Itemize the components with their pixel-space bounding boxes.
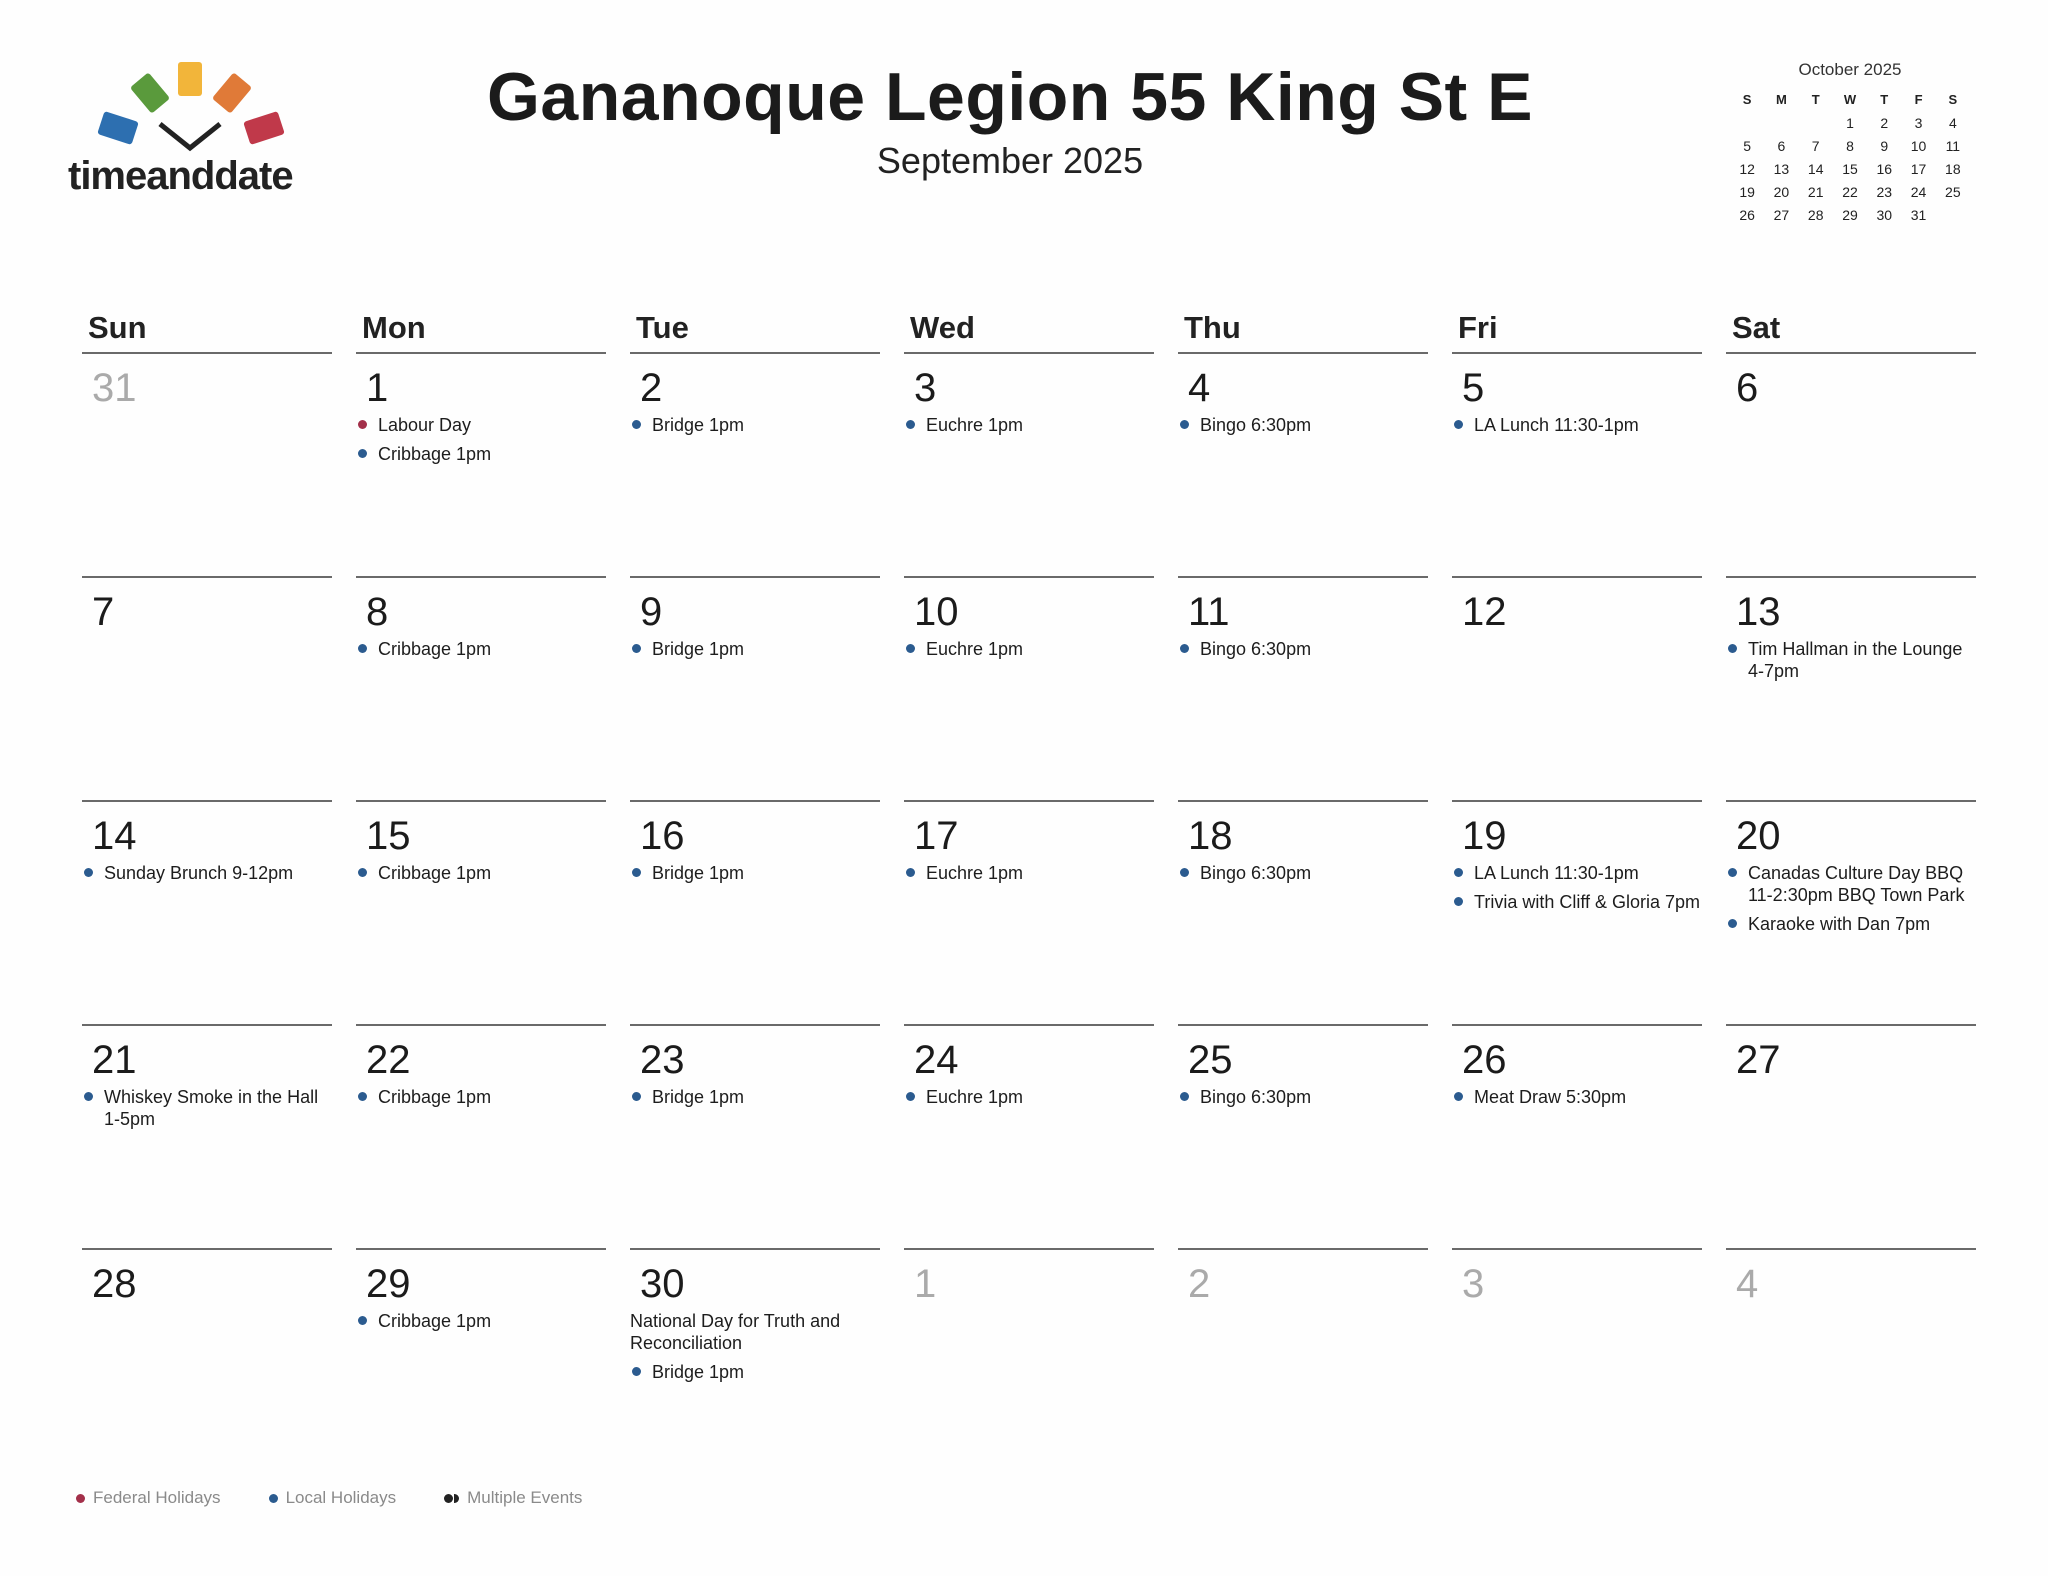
mini-date: 26 <box>1739 206 1755 223</box>
day-number: 23 <box>640 1038 685 1082</box>
calendar-event <box>630 1310 880 1354</box>
day-events <box>630 862 880 891</box>
day-events <box>904 862 1154 891</box>
mini-date: 17 <box>1910 160 1927 177</box>
day-divider <box>904 1248 1154 1250</box>
day-number: 8 <box>366 590 389 634</box>
mini-date: 7 <box>1811 137 1820 154</box>
calendar-event <box>1178 1086 1428 1108</box>
calendar-event <box>356 1310 606 1332</box>
day-number: 21 <box>92 1038 137 1082</box>
federal-dot-icon <box>76 1494 85 1503</box>
day-events <box>356 638 606 667</box>
mini-date: 25 <box>1945 183 1961 200</box>
day-number: 2 <box>1188 1262 1211 1306</box>
day-events <box>1178 638 1428 667</box>
calendar-event <box>904 862 1154 884</box>
event-text: Euchre 1pm <box>926 863 1024 883</box>
local-event-dot-icon <box>1728 644 1737 653</box>
local-event-dot-icon <box>1180 868 1189 877</box>
day-events <box>1452 414 1702 443</box>
event-text: National Day for Truth and Reconciliation <box>630 1311 841 1353</box>
calendar-event <box>904 638 1154 660</box>
local-event-dot-icon <box>1454 1092 1463 1101</box>
calendar-event <box>630 414 880 436</box>
day-number: 9 <box>640 590 663 634</box>
mini-date: 18 <box>1945 160 1961 177</box>
calendar-event <box>904 414 1154 436</box>
event-text: Bridge 1pm <box>652 863 745 883</box>
weekday-header-sun: Sun <box>88 310 147 345</box>
day-number: 1 <box>366 366 389 410</box>
day-number: 10 <box>914 590 959 634</box>
local-event-dot-icon <box>84 1092 93 1101</box>
calendar-event <box>356 1086 606 1108</box>
mini-date <box>1730 111 1764 134</box>
mini-date: 3 <box>1914 114 1923 131</box>
day-number: 28 <box>92 1262 137 1306</box>
legend <box>76 1488 582 1508</box>
local-event-dot-icon <box>358 1316 367 1325</box>
day-number: 31 <box>92 366 137 410</box>
mini-weekday: W <box>1843 92 1857 107</box>
day-number: 2 <box>640 366 663 410</box>
day-divider <box>630 352 880 354</box>
day-events <box>82 1086 332 1137</box>
day-divider <box>1178 576 1428 578</box>
legend-multiple-label: Multiple Events <box>467 1488 583 1507</box>
day-divider <box>82 352 332 354</box>
mini-date: 14 <box>1807 160 1824 177</box>
event-text: Euchre 1pm <box>926 639 1024 659</box>
event-text: Cribbage 1pm <box>378 444 492 464</box>
day-divider <box>356 1024 606 1026</box>
federal-holiday-dot-icon <box>358 420 367 429</box>
event-text: Sunday Brunch 9-12pm <box>104 863 294 883</box>
mini-date: 10 <box>1910 137 1927 154</box>
mini-date: 21 <box>1807 183 1824 200</box>
day-divider <box>1452 800 1702 802</box>
day-number: 30 <box>640 1262 685 1306</box>
mini-date: 28 <box>1807 206 1824 223</box>
day-divider <box>82 800 332 802</box>
day-divider <box>1726 352 1976 354</box>
logo-text: timeanddate <box>68 154 293 198</box>
local-event-dot-icon <box>358 644 367 653</box>
legend-federal-label: Federal Holidays <box>93 1488 221 1507</box>
calendar-event <box>630 638 880 660</box>
weekday-header-sat: Sat <box>1732 310 1781 345</box>
mini-weekday: T <box>1811 92 1820 107</box>
local-event-dot-icon <box>358 868 367 877</box>
mini-date: 15 <box>1842 160 1858 177</box>
day-divider <box>1178 1024 1428 1026</box>
mini-date: 13 <box>1773 160 1790 177</box>
local-event-dot-icon <box>1454 868 1463 877</box>
weekday-header-wed: Wed <box>910 310 975 345</box>
day-events <box>630 414 880 443</box>
timeanddate-logo <box>60 50 320 210</box>
day-divider <box>1726 1248 1976 1250</box>
calendar-event <box>1726 638 1976 682</box>
mini-calendar-table <box>1730 88 1970 226</box>
page-subtitle: September 2025 <box>876 140 1144 181</box>
day-events <box>356 862 606 891</box>
event-text: LA Lunch 11:30-1pm <box>1474 415 1639 435</box>
day-divider <box>630 576 880 578</box>
local-event-dot-icon <box>1180 420 1189 429</box>
day-number: 3 <box>1462 1262 1485 1306</box>
mini-date: 23 <box>1876 183 1893 200</box>
mini-date: 19 <box>1739 183 1755 200</box>
calendar-event <box>1178 414 1428 436</box>
day-events <box>356 414 606 472</box>
local-event-dot-icon <box>632 1092 641 1101</box>
mini-date: 31 <box>1910 206 1927 223</box>
legend-federal <box>76 1488 221 1508</box>
day-divider <box>356 1248 606 1250</box>
event-text: Bridge 1pm <box>652 639 745 659</box>
event-text: Whiskey Smoke in the Hall 1-5pm <box>104 1087 319 1129</box>
day-divider <box>1178 352 1428 354</box>
event-text: Bridge 1pm <box>652 1087 745 1107</box>
local-event-dot-icon <box>358 1092 367 1101</box>
event-text: Cribbage 1pm <box>378 639 492 659</box>
day-divider <box>82 576 332 578</box>
calendar-event <box>1452 891 1702 913</box>
event-text: Cribbage 1pm <box>378 863 492 883</box>
event-text: Euchre 1pm <box>926 1087 1024 1107</box>
day-divider <box>1726 800 1976 802</box>
event-text: Bridge 1pm <box>652 1362 745 1382</box>
mini-date: 30 <box>1876 206 1893 223</box>
mini-date <box>1936 203 1970 226</box>
day-number: 15 <box>366 814 411 858</box>
mini-date: 22 <box>1842 183 1858 200</box>
mini-weekday: S <box>1948 92 1958 107</box>
legend-local-label: Local Holidays <box>285 1488 397 1507</box>
day-divider <box>904 800 1154 802</box>
day-events <box>630 1086 880 1115</box>
day-divider <box>1178 800 1428 802</box>
event-text: Bingo 6:30pm <box>1200 415 1312 435</box>
page-title: Gananoque Legion 55 King St E <box>487 59 1533 135</box>
day-events <box>1178 414 1428 443</box>
day-number: 16 <box>640 814 685 858</box>
calendar-event <box>1178 862 1428 884</box>
mini-date: 12 <box>1739 160 1755 177</box>
day-number: 14 <box>92 814 137 858</box>
mini-weekday: S <box>1742 92 1752 107</box>
day-divider <box>904 352 1154 354</box>
local-event-dot-icon <box>1728 868 1737 877</box>
day-divider <box>1452 1248 1702 1250</box>
day-events <box>356 1310 606 1339</box>
day-divider <box>356 800 606 802</box>
day-number: 18 <box>1188 814 1233 858</box>
multiple-dots-icon <box>444 1494 459 1503</box>
mini-date: 27 <box>1773 206 1790 223</box>
local-event-dot-icon <box>906 868 915 877</box>
mini-weekday: F <box>1914 92 1923 107</box>
day-number: 1 <box>914 1262 937 1306</box>
day-number: 4 <box>1188 366 1211 410</box>
mini-date: 5 <box>1743 137 1752 154</box>
mini-date: 2 <box>1880 114 1889 131</box>
day-events <box>82 862 332 891</box>
weekday-header-mon: Mon <box>362 310 426 345</box>
day-events <box>1726 638 1976 689</box>
local-event-dot-icon <box>906 1092 915 1101</box>
calendar-event <box>1452 862 1702 884</box>
day-number: 4 <box>1736 1262 1759 1306</box>
calendar-event <box>630 1361 880 1383</box>
day-number: 25 <box>1188 1038 1233 1082</box>
mini-date: 16 <box>1876 160 1893 177</box>
event-text: Tim Hallman in the Lounge 4-7pm <box>1748 639 1963 681</box>
mini-date: 11 <box>1945 137 1961 154</box>
calendar-event <box>82 862 332 884</box>
local-event-dot-icon <box>1728 919 1737 928</box>
local-event-dot-icon <box>1180 644 1189 653</box>
mini-date <box>1799 111 1833 134</box>
local-event-dot-icon <box>1454 420 1463 429</box>
day-number: 3 <box>914 366 937 410</box>
day-number: 7 <box>92 590 115 634</box>
day-divider <box>1452 1024 1702 1026</box>
day-divider <box>630 800 880 802</box>
day-number: 11 <box>1188 590 1230 634</box>
event-text: Bingo 6:30pm <box>1200 863 1312 883</box>
day-events <box>630 638 880 667</box>
mini-calendar-october <box>1730 60 1970 226</box>
day-number: 26 <box>1462 1038 1507 1082</box>
local-event-dot-icon <box>632 420 641 429</box>
day-divider <box>1726 576 1976 578</box>
day-number: 27 <box>1736 1038 1781 1082</box>
calendar-event <box>356 414 606 436</box>
mini-date: 24 <box>1910 183 1927 200</box>
calendar-event <box>356 862 606 884</box>
day-divider <box>1178 1248 1428 1250</box>
event-text: Canadas Culture Day BBQ 11-2:30pm BBQ Town Park <box>1748 863 1965 905</box>
mini-date: 8 <box>1846 137 1854 154</box>
weekday-header-fri: Fri <box>1458 310 1498 345</box>
day-divider <box>1726 1024 1976 1026</box>
event-text: Bridge 1pm <box>652 415 745 435</box>
day-divider <box>904 576 1154 578</box>
day-events <box>1178 1086 1428 1115</box>
local-event-dot-icon <box>1180 1092 1189 1101</box>
day-number: 29 <box>366 1262 411 1306</box>
event-text: Euchre 1pm <box>926 415 1024 435</box>
weekday-header-tue: Tue <box>636 310 689 345</box>
calendar-event <box>630 862 880 884</box>
mini-weekday: T <box>1880 92 1889 107</box>
local-event-dot-icon <box>906 644 915 653</box>
day-divider <box>1452 352 1702 354</box>
local-event-dot-icon <box>358 449 367 458</box>
local-event-dot-icon <box>906 420 915 429</box>
day-divider <box>630 1024 880 1026</box>
calendar-event <box>82 1086 332 1130</box>
mini-date: 6 <box>1777 137 1786 154</box>
mini-date: 4 <box>1948 114 1957 131</box>
event-text: LA Lunch 11:30-1pm <box>1474 863 1639 883</box>
day-events <box>904 1086 1154 1115</box>
day-events <box>1726 862 1976 942</box>
legend-local <box>269 1488 397 1508</box>
local-event-dot-icon <box>84 868 93 877</box>
event-text: Cribbage 1pm <box>378 1087 492 1107</box>
day-divider <box>82 1248 332 1250</box>
day-divider <box>1452 576 1702 578</box>
calendar-event <box>1726 913 1976 935</box>
event-text: Bingo 6:30pm <box>1200 639 1312 659</box>
day-number: 17 <box>914 814 959 858</box>
calendar-event <box>356 638 606 660</box>
day-divider <box>904 1024 1154 1026</box>
day-events <box>904 638 1154 667</box>
day-number: 12 <box>1462 590 1507 634</box>
weekday-header-thu: Thu <box>1184 310 1241 345</box>
local-event-dot-icon <box>1454 897 1463 906</box>
day-events <box>1178 862 1428 891</box>
calendar-event <box>630 1086 880 1108</box>
calendar-event <box>1178 638 1428 660</box>
legend-multiple <box>444 1488 582 1508</box>
day-number: 22 <box>366 1038 411 1082</box>
event-text: Cribbage 1pm <box>378 1311 492 1331</box>
day-number: 24 <box>914 1038 959 1082</box>
calendar-event <box>1452 1086 1702 1108</box>
mini-date: 1 <box>1846 114 1854 131</box>
mini-calendar-title: October 2025 <box>1798 60 1902 79</box>
local-event-dot-icon <box>632 1367 641 1376</box>
day-events <box>356 1086 606 1115</box>
local-event-dot-icon <box>632 644 641 653</box>
day-events <box>630 1310 880 1390</box>
day-divider <box>630 1248 880 1250</box>
day-number: 13 <box>1736 590 1781 634</box>
day-number: 19 <box>1462 814 1507 858</box>
mini-date: 29 <box>1842 206 1858 223</box>
day-number: 6 <box>1736 366 1759 410</box>
day-number: 5 <box>1462 366 1485 410</box>
local-dot-icon <box>269 1494 278 1503</box>
calendar-event <box>1452 414 1702 436</box>
calendar-event <box>904 1086 1154 1108</box>
event-text: Bingo 6:30pm <box>1200 1087 1312 1107</box>
day-divider <box>356 576 606 578</box>
day-divider <box>82 1024 332 1026</box>
mini-date: 9 <box>1880 137 1889 154</box>
mini-weekday: M <box>1776 92 1787 107</box>
calendar-event <box>1726 862 1976 906</box>
day-events <box>904 414 1154 443</box>
mini-date <box>1764 111 1798 134</box>
day-events <box>1452 1086 1702 1115</box>
event-text: Labour Day <box>378 415 472 435</box>
calendar-event <box>356 443 606 465</box>
day-divider <box>356 352 606 354</box>
day-events <box>1452 862 1702 920</box>
day-number: 20 <box>1736 814 1781 858</box>
local-event-dot-icon <box>632 868 641 877</box>
event-text: Meat Draw 5:30pm <box>1474 1087 1627 1107</box>
event-text: Karaoke with Dan 7pm <box>1748 914 1931 934</box>
event-text: Trivia with Cliff & Gloria 7pm <box>1474 892 1701 912</box>
mini-date: 20 <box>1773 183 1790 200</box>
